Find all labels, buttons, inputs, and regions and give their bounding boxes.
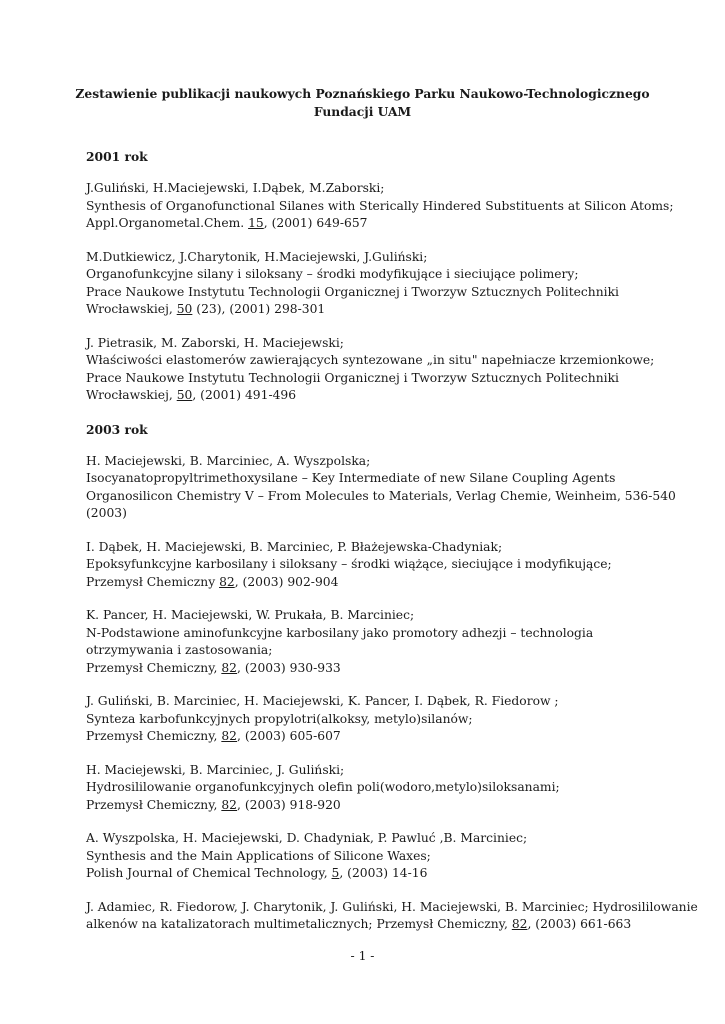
publication-entry — [86, 539, 676, 592]
citation-line: Właściwości elastomerów zawierających syntezowane „in situ" napełniacze krzemionkowe; — [86, 353, 655, 367]
citation-line: I. Dąbek, H. Maciejewski, B. Marciniec, P. Błażejewska-Chadyniak; — [86, 539, 503, 554]
publication-entry — [86, 693, 676, 746]
citation-source: alkenów na katalizatorach multimetalicznych; Przemysł Chemiczny, — [86, 917, 512, 931]
citation-pages: , (2003) 661-663 — [527, 917, 632, 931]
volume-number: 50 — [176, 302, 193, 316]
citation-line: Synthesis of Organofunctional Silanes with Sterically Hindered Substituents at Silicon Atoms; — [86, 198, 674, 213]
publication-entry — [86, 899, 698, 934]
citation-source: Przemysł Chemiczny — [86, 574, 220, 589]
citation-source: Polish Journal of Chemical Technology, — [86, 866, 332, 880]
volume-number: 5 — [331, 866, 340, 880]
publication-entry — [86, 249, 676, 319]
citation-line — [86, 728, 676, 746]
citation-line: H. Maciejewski, B. Marciniec, A. Wyszpolska; — [86, 453, 371, 468]
citation-line: (2003) — [86, 506, 127, 520]
citation-line: otrzymywania i zastosowania; — [86, 643, 273, 657]
citation-line: Synteza karbofunkcyjnych propylotri(alkoksy, metylo)silanów; — [86, 711, 473, 726]
volume-number: 82 — [219, 574, 235, 589]
publication-entry — [86, 180, 676, 233]
citation-line: Organosilicon Chemistry V – From Molecules to Materials, Verlag Chemie, Weinheim, 536-540 — [86, 488, 676, 503]
citation-line: K. Pancer, H. Maciejewski, W. Prukała, B. Marciniec; — [86, 608, 415, 622]
citation-source: Wrocławskiej, — [86, 302, 177, 316]
citation-pages: , (2001) 491-496 — [192, 388, 297, 402]
citation-line — [86, 215, 676, 233]
citation-line — [86, 797, 676, 815]
publication-entry — [86, 335, 676, 405]
publication-entry — [86, 607, 676, 677]
citation-line: J. Pietrasik, M. Zaborski, H. Maciejewski; — [86, 335, 344, 350]
citation-source: Przemysł Chemiczny, — [86, 660, 222, 675]
publication-entry — [86, 762, 676, 815]
citation-line — [86, 574, 676, 592]
citation-line: J.Guliński, H.Maciejewski, I.Dąbek, M.Zaborski; — [86, 181, 385, 195]
title-line-2: Fundacji UAM — [313, 104, 412, 119]
volume-number: 82 — [221, 729, 237, 743]
citation-pages: , (2003) 605-607 — [237, 729, 341, 743]
citation-line: Hydrosililowanie organofunkcyjnych olefin poli(wodoro,metylo)siloksanami; — [86, 780, 560, 794]
citation-line: Prace Naukowe Instytutu Technologii Organicznej i Tworzyw Sztucznych Politechniki — [86, 370, 619, 385]
citation-source: Przemysł Chemiczny, — [86, 797, 222, 812]
citation-line: J. Guliński, B. Marciniec, H. Maciejewski, K. Pancer, I. Dąbek, R. Fiedorow ; — [86, 694, 559, 708]
citation-pages: , (2003) 14-16 — [339, 866, 428, 880]
publication-list — [86, 148, 698, 950]
citation-line: Isocyanatopropyltrimethoxysilane – Key Intermediate of new Silane Coupling Agents — [86, 471, 616, 485]
citation-line: Epoksyfunkcyjne karbosilany i siloksany – środki wiążące, sieciujące i modyfikujące; — [86, 557, 612, 571]
citation-line: Prace Naukowe Instytutu Technologii Organicznej i Tworzyw Sztucznych Politechniki — [86, 284, 619, 299]
citation-pages: (23), (2001) 298-301 — [192, 302, 326, 316]
publication-entry — [86, 830, 676, 883]
citation-line — [86, 865, 676, 883]
citation-pages: , (2003) 918-920 — [237, 797, 341, 812]
document-title — [60, 85, 665, 121]
citation-line — [86, 916, 676, 934]
title-line-1: Zestawienie publikacji naukowych Poznańskiego Parku Naukowo-Technologicznego — [75, 86, 650, 101]
citation-line: N-Podstawione aminofunkcyjne karbosilany jako promotory adhezji – technologia — [86, 625, 594, 640]
page-number: - 1 - — [350, 949, 375, 963]
citation-line: H. Maciejewski, B. Marciniec, J. Guliński; — [86, 762, 345, 777]
citation-line: Synthesis and the Main Applications of Silicone Waxes; — [86, 848, 431, 863]
citation-pages: , (2003) 902-904 — [234, 574, 339, 589]
citation-pages: , (2003) 930-933 — [237, 660, 341, 675]
citation-line: Organofunkcyjne silany i siloksany – środki modyfikujące i sieciujące polimery; — [86, 267, 579, 281]
volume-number: 50 — [176, 388, 193, 402]
citation-line: A. Wyszpolska, H. Maciejewski, D. Chadyniak, P. Pawluć ,B. Marciniec; — [86, 831, 528, 845]
volume-number: 82 — [511, 917, 528, 931]
citation-pages: , (2001) 649-657 — [263, 216, 368, 230]
citation-line: J. Adamiec, R. Fiedorow, J. Charytonik, J. Guliński, H. Maciejewski, B. Marciniec; Hydrosililowanie — [86, 899, 698, 914]
citation-source: Przemysł Chemiczny, — [86, 729, 222, 743]
citation-line: M.Dutkiewicz, J.Charytonik, H.Maciejewski, J.Guliński; — [86, 249, 428, 264]
publication-entry — [86, 453, 676, 523]
year-heading: 2001 rok — [86, 149, 148, 164]
citation-line — [86, 301, 676, 319]
citation-line — [86, 660, 676, 678]
volume-number: 82 — [221, 660, 237, 675]
citation-source: Wrocławskiej, — [86, 388, 177, 402]
citation-line — [86, 387, 676, 405]
volume-number: 82 — [221, 797, 237, 812]
year-heading: 2003 rok — [86, 421, 148, 437]
volume-number: 15 — [248, 216, 264, 230]
citation-source: Appl.Organometal.Chem. — [86, 216, 249, 230]
